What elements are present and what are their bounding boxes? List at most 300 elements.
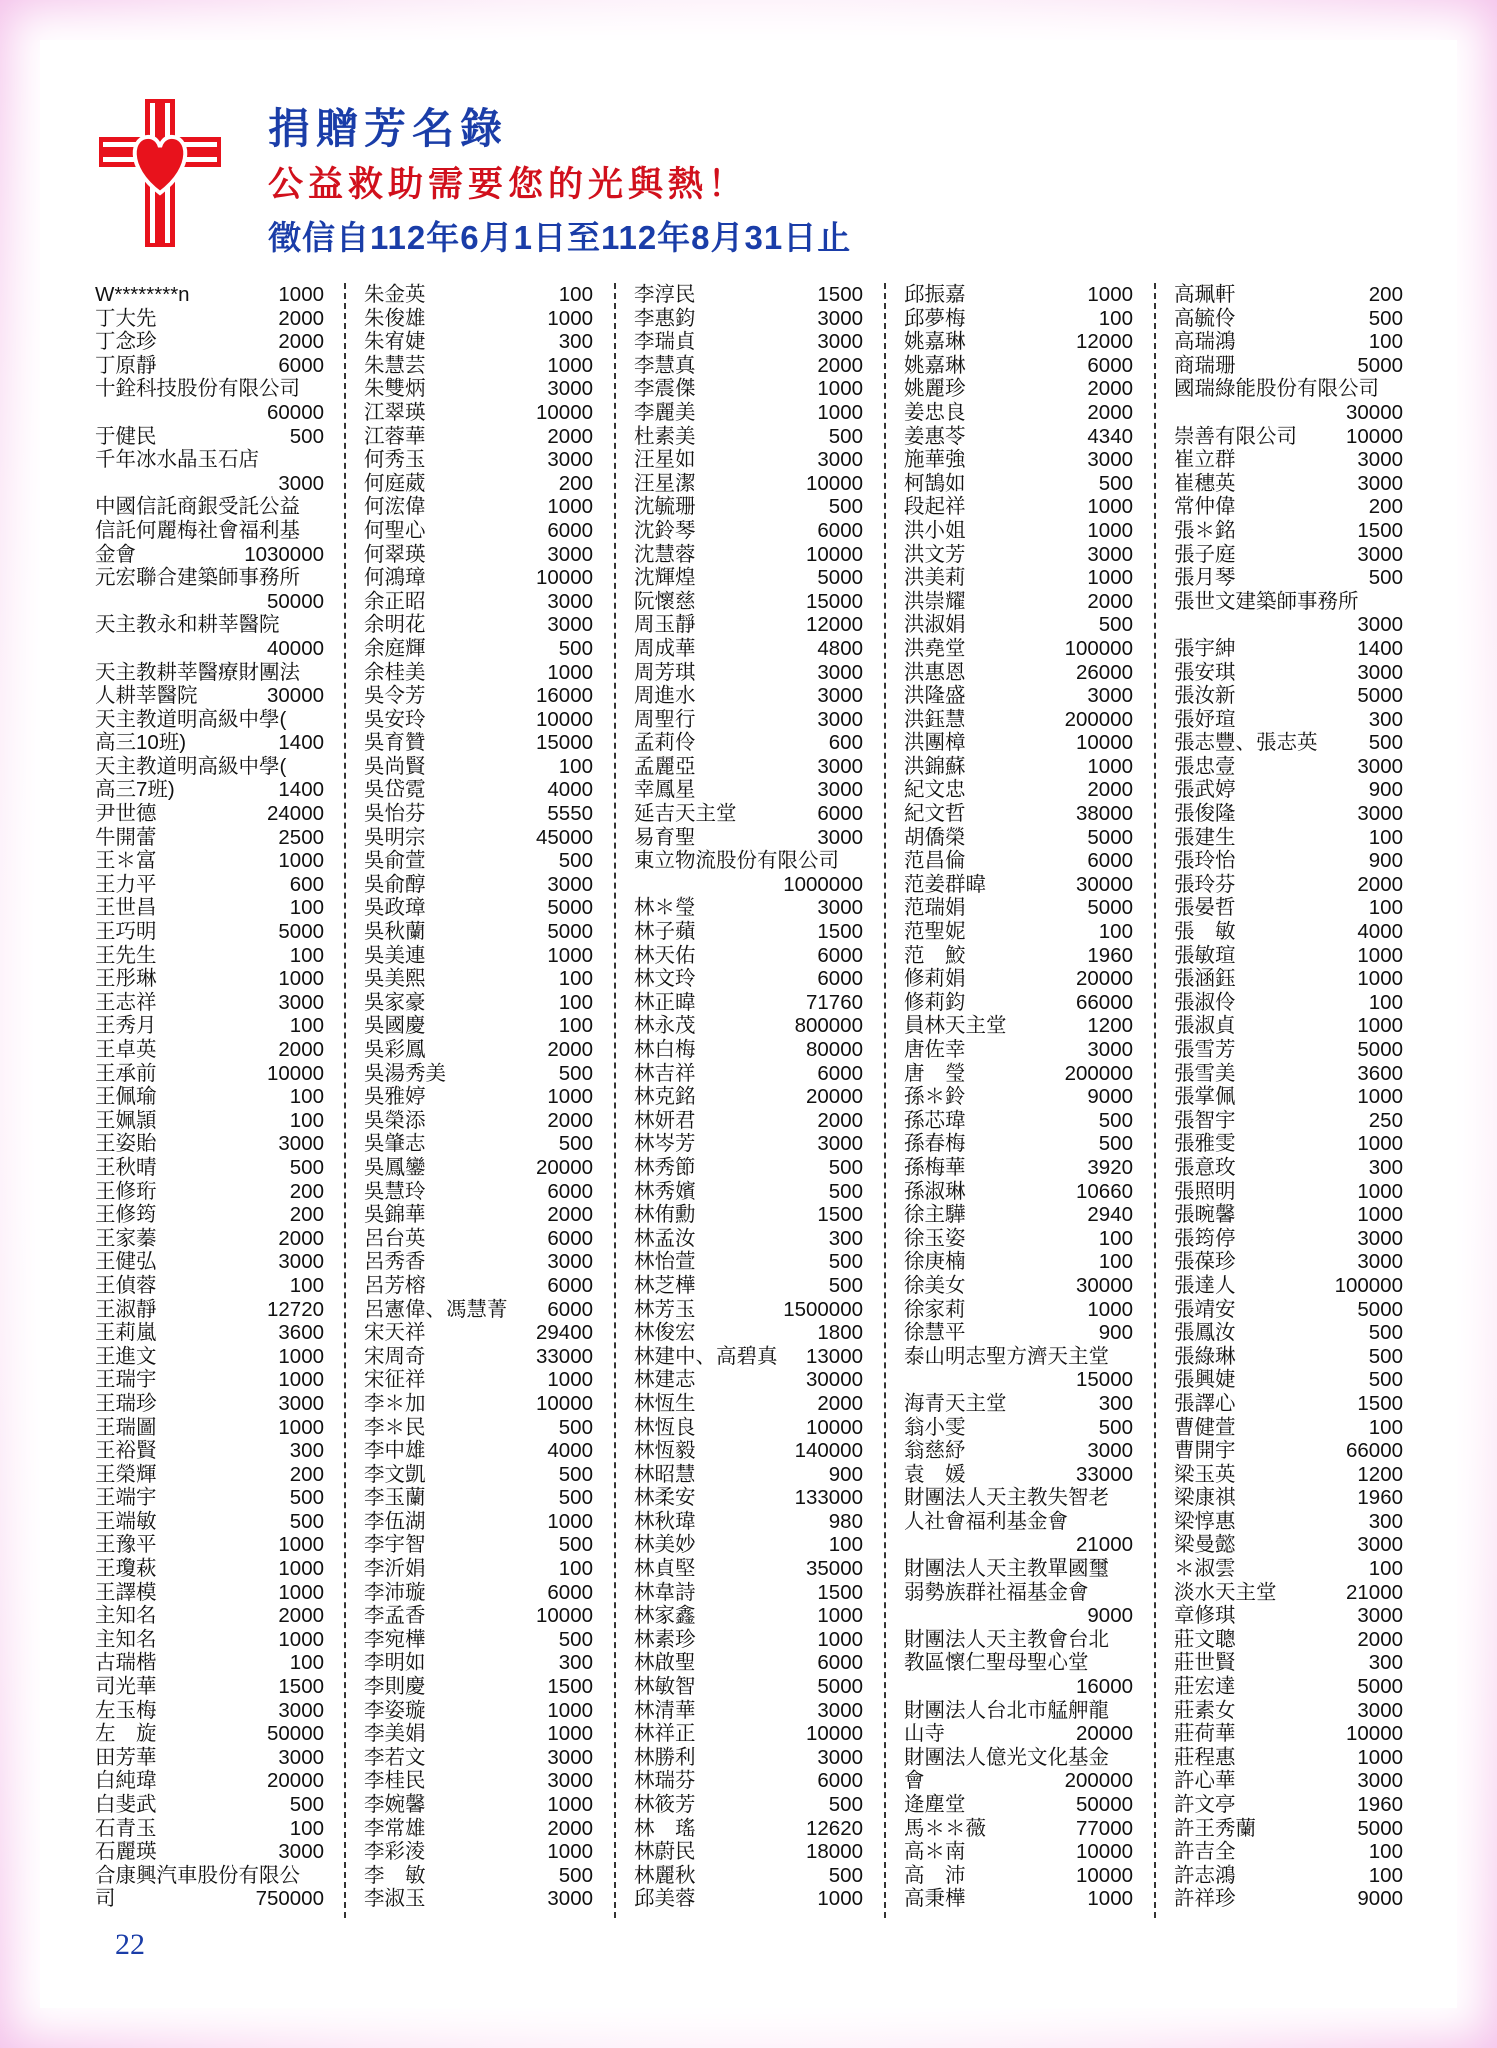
donation-amount: 1000 — [278, 1415, 324, 1439]
donation-amount: 2000 — [1087, 377, 1133, 401]
donation-amount: 1000 — [1357, 1179, 1403, 1203]
donor-row — [95, 1109, 324, 1133]
donation-amount: 3000 — [278, 990, 324, 1014]
donor-row — [364, 1014, 593, 1038]
donor-row — [95, 778, 324, 802]
donor-row — [95, 1769, 324, 1793]
donor-name: 王彤琳 — [95, 967, 157, 991]
donor-name: 吳俞醇 — [364, 872, 426, 896]
donation-amount: 2500 — [278, 825, 324, 849]
donor-name: 林柔安 — [634, 1486, 696, 1510]
donor-name: 金會 — [95, 542, 136, 566]
donor-row — [95, 1345, 324, 1369]
donor-name: 張志豐、張志英 — [1174, 731, 1318, 755]
donor-name: 林恆生 — [634, 1391, 696, 1415]
donor-row — [904, 330, 1133, 354]
donor-row — [634, 778, 863, 802]
donation-amount: 1400 — [278, 778, 324, 802]
donor-name: 李則慶 — [364, 1675, 426, 1699]
donor-name: 李美娟 — [364, 1722, 426, 1746]
donation-amount: 66000 — [1075, 990, 1133, 1014]
donation-amount: 10000 — [1345, 1722, 1403, 1746]
donation-amount: 1000 — [1357, 1014, 1403, 1038]
donor-name: 田芳華 — [95, 1745, 157, 1769]
donor-row — [1174, 1486, 1403, 1510]
donor-row — [364, 519, 593, 543]
donor-row — [634, 755, 863, 779]
donor-row — [364, 377, 593, 401]
donor-row — [1174, 1250, 1403, 1274]
donation-amount: 1400 — [278, 731, 324, 755]
donor-row — [634, 731, 863, 755]
donor-name: 王修珩 — [95, 1179, 157, 1203]
donor-name: 張＊銘 — [1174, 518, 1236, 542]
donor-name: 范瑞娟 — [904, 896, 966, 920]
donor-row — [95, 425, 324, 449]
donor-name: 許王秀蘭 — [1174, 1816, 1256, 1840]
donation-amount: 3000 — [1087, 1038, 1133, 1061]
donor-name: 姜忠良 — [904, 400, 966, 424]
donation-amount: 3000 — [1357, 1604, 1403, 1628]
donation-amount: 3000 — [1357, 754, 1403, 778]
donor-name: 林瑞芬 — [634, 1769, 696, 1793]
donation-amount: 3000 — [1357, 542, 1403, 566]
donor-name: 林妍君 — [634, 1108, 696, 1132]
donor-row — [634, 637, 863, 661]
donor-name: 林永茂 — [634, 1014, 696, 1038]
donation-amount: 24000 — [266, 802, 324, 826]
donation-amount: 3000 — [817, 1132, 863, 1156]
donation-amount: 100 — [1368, 896, 1403, 920]
donation-amount: 10000 — [805, 471, 863, 495]
donor-name: 林美妙 — [634, 1533, 696, 1557]
donor-row — [1174, 1581, 1403, 1605]
donation-amount: 500 — [1098, 1415, 1133, 1439]
donor-name: 杜素美 — [634, 424, 696, 448]
donation-amount: 1960 — [1087, 943, 1133, 967]
donor-row — [634, 849, 863, 873]
donor-name: 林 瑤 — [634, 1816, 696, 1840]
donor-name: 吳怡芬 — [364, 802, 426, 826]
donor-row — [1174, 1085, 1403, 1109]
donor-name: 丁大先 — [95, 306, 157, 330]
donor-row — [904, 967, 1133, 991]
donor-name: 呂秀香 — [364, 1250, 426, 1274]
donation-amount: 1400 — [1357, 636, 1403, 660]
donor-row — [95, 708, 324, 732]
donor-name: 林建中、高碧真 — [634, 1344, 778, 1368]
donation-amount: 100 — [289, 1816, 324, 1840]
donor-row — [634, 1085, 863, 1109]
donor-row — [364, 1651, 593, 1675]
donor-row — [95, 1132, 324, 1156]
donor-row — [904, 873, 1133, 897]
donor-name: 于健民 — [95, 424, 157, 448]
donor-name: 許心華 — [1174, 1769, 1236, 1793]
donor-row — [634, 1557, 863, 1581]
donor-name: 張雪芳 — [1174, 1038, 1236, 1061]
donation-amount: 6000 — [817, 802, 863, 826]
donation-amount: 5000 — [1357, 353, 1403, 377]
cross-heart-icon — [95, 95, 225, 250]
donation-amount: 12000 — [805, 613, 863, 637]
donor-name: 王瓊萩 — [95, 1557, 157, 1581]
donor-name: 沈輝煌 — [634, 566, 696, 590]
donor-name: 林勝利 — [634, 1745, 696, 1769]
donation-amount: 1000 — [1087, 566, 1133, 590]
donor-name: 孫＊鈴 — [904, 1085, 966, 1109]
donor-row — [95, 519, 324, 543]
donation-amount: 6000 — [817, 1651, 863, 1675]
donation-amount: 3000 — [1357, 1769, 1403, 1793]
donor-row — [634, 1132, 863, 1156]
donor-name: 王進文 — [95, 1344, 157, 1368]
donor-name: 余正昭 — [364, 589, 426, 613]
donation-amount: 100 — [289, 1085, 324, 1109]
donor-name: 修莉鈞 — [904, 990, 966, 1014]
donation-amount: 3000 — [1357, 1533, 1403, 1557]
donor-name: 張敏瑄 — [1174, 943, 1236, 967]
donor-name: 天主教永和耕莘醫院 — [95, 613, 280, 637]
donor-row — [634, 1746, 863, 1770]
donation-amount: 980 — [828, 1509, 863, 1533]
donation-amount: 3000 — [1357, 1226, 1403, 1250]
donation-amount: 1000 — [547, 1368, 593, 1392]
donor-name: 李沂娟 — [364, 1557, 426, 1581]
donation-amount: 5000 — [1357, 1675, 1403, 1699]
donation-amount: 3920 — [1087, 1155, 1133, 1179]
donation-amount: 3000 — [817, 825, 863, 849]
donation-amount: 200 — [558, 471, 593, 495]
donor-name: 何庭葳 — [364, 471, 426, 495]
donation-amount: 3000 — [817, 684, 863, 708]
donor-name: ＊淑雲 — [1174, 1557, 1236, 1581]
donor-name: 王世昌 — [95, 896, 157, 920]
donation-amount: 3000 — [278, 1391, 324, 1415]
donor-row — [904, 401, 1133, 425]
donor-name: 林韋詩 — [634, 1580, 696, 1604]
donor-name: 泰山明志聖方濟天主堂 — [904, 1344, 1109, 1368]
donor-name: 李宛樺 — [364, 1627, 426, 1651]
donation-amount: 100 — [289, 1273, 324, 1297]
donor-row — [1174, 661, 1403, 685]
donor-name: 林文玲 — [634, 967, 696, 991]
donor-name: 許吉全 — [1174, 1840, 1236, 1864]
donor-name: 王先生 — [95, 943, 157, 967]
donation-amount: 500 — [1368, 1344, 1403, 1368]
donor-name: 吳尚賢 — [364, 754, 426, 778]
donor-row — [1174, 1109, 1403, 1133]
donor-name: 李淑玉 — [364, 1887, 426, 1911]
donation-amount: 30000 — [1075, 1273, 1133, 1297]
donor-row — [634, 1014, 863, 1038]
donor-row — [634, 543, 863, 567]
donor-row — [634, 1533, 863, 1557]
donation-amount: 100 — [1368, 1863, 1403, 1887]
donor-name: 高三7班) — [95, 778, 175, 802]
donor-name: 吳令芳 — [364, 684, 426, 708]
donor-row — [634, 566, 863, 590]
donation-amount: 2000 — [1087, 778, 1133, 802]
donor-row — [95, 472, 324, 496]
donation-amount: 100 — [1368, 330, 1403, 354]
donor-name: 張雅雯 — [1174, 1132, 1236, 1156]
donor-row — [634, 1486, 863, 1510]
donation-amount: 1000 — [1087, 283, 1133, 306]
donation-amount: 1000 — [817, 1627, 863, 1651]
donor-row — [364, 330, 593, 354]
donation-amount: 3000 — [1357, 1698, 1403, 1722]
donor-row — [1174, 307, 1403, 331]
donor-row — [1174, 1038, 1403, 1062]
donor-name: 合康興汽車股份有限公 — [95, 1863, 300, 1887]
donor-name: 海青天主堂 — [904, 1391, 1007, 1415]
donation-amount: 10000 — [535, 566, 593, 590]
donor-name: 邱夢梅 — [904, 306, 966, 330]
donor-name: 主知名 — [95, 1627, 157, 1651]
donation-amount: 300 — [1098, 1391, 1133, 1415]
donor-name: 朱俊雄 — [364, 306, 426, 330]
donation-amount: 6000 — [547, 1226, 593, 1250]
donor-name: 江蓉華 — [364, 424, 426, 448]
donor-row — [634, 1416, 863, 1440]
donor-row — [95, 495, 324, 519]
donor-name: 李孟香 — [364, 1604, 426, 1628]
donor-name: 徐庚楠 — [904, 1250, 966, 1274]
donor-row — [95, 1180, 324, 1204]
donation-amount: 3000 — [547, 613, 593, 637]
donor-name: 莊素女 — [1174, 1698, 1236, 1722]
donor-name: 曹健萱 — [1174, 1415, 1236, 1439]
donation-amount: 3000 — [817, 448, 863, 472]
donor-row — [364, 1439, 593, 1463]
donation-amount: 100 — [558, 754, 593, 778]
donor-name: 余桂美 — [364, 660, 426, 684]
donation-amount: 500 — [558, 1627, 593, 1651]
donor-name: 白斐武 — [95, 1793, 157, 1816]
donation-amount: 3000 — [1357, 802, 1403, 826]
donor-name: 張月琴 — [1174, 566, 1236, 590]
donor-row — [364, 1746, 593, 1770]
donor-row — [95, 1203, 324, 1227]
donor-name: 左 旋 — [95, 1722, 157, 1746]
donor-name: 朱宥婕 — [364, 330, 426, 354]
donor-name: 吳錦華 — [364, 1203, 426, 1227]
donor-row — [95, 1651, 324, 1675]
donor-name: 洪小姐 — [904, 518, 966, 542]
donation-amount: 500 — [1098, 613, 1133, 637]
donor-name: 徐慧平 — [904, 1321, 966, 1345]
donor-row — [1174, 708, 1403, 732]
donation-amount: 21000 — [1075, 1533, 1133, 1557]
donor-name: 孫芯瑋 — [904, 1108, 966, 1132]
donor-name: 唐 瑩 — [904, 1061, 966, 1085]
donor-row — [634, 1581, 863, 1605]
donor-name: 財團法人天主教單國璽 — [904, 1557, 1109, 1581]
donor-row — [634, 1887, 863, 1911]
donor-row — [634, 1604, 863, 1628]
donor-name: 王健弘 — [95, 1250, 157, 1274]
donation-amount: 30000 — [1075, 872, 1133, 896]
donation-amount: 20000 — [1075, 1722, 1133, 1746]
donation-amount: 140000 — [794, 1439, 863, 1463]
donor-row — [1174, 826, 1403, 850]
donor-name: 洪堯堂 — [904, 636, 966, 660]
donor-row — [95, 661, 324, 685]
donor-row — [1174, 590, 1403, 614]
donor-name: 林俊宏 — [634, 1321, 696, 1345]
donation-amount: 12720 — [266, 1297, 324, 1321]
donor-name: 李婉馨 — [364, 1793, 426, 1816]
donation-amount: 3000 — [817, 707, 863, 731]
donation-amount: 1000 — [278, 849, 324, 873]
donor-name: 吳榮添 — [364, 1108, 426, 1132]
donation-amount: 100 — [1098, 1250, 1133, 1274]
donor-row — [364, 1628, 593, 1652]
donor-name: 林天佑 — [634, 943, 696, 967]
donor-name: 張 敏 — [1174, 920, 1236, 944]
donor-name: 范 鮫 — [904, 943, 966, 967]
donor-row — [634, 1274, 863, 1298]
donor-name: 沈毓珊 — [634, 495, 696, 519]
donor-name: 張意玫 — [1174, 1155, 1236, 1179]
donor-name: 林正暐 — [634, 990, 696, 1014]
donor-name: 王端敏 — [95, 1509, 157, 1533]
donor-name: 徐家莉 — [904, 1297, 966, 1321]
donor-row — [1174, 684, 1403, 708]
donor-name: 吳雅婷 — [364, 1085, 426, 1109]
donor-row — [904, 1368, 1133, 1392]
donation-amount: 5000 — [1357, 1038, 1403, 1061]
donor-row — [1174, 1392, 1403, 1416]
donor-row — [364, 1038, 593, 1062]
donation-amount: 100000 — [1334, 1273, 1403, 1297]
donor-name: 高瑞鴻 — [1174, 330, 1236, 354]
donor-row — [634, 1675, 863, 1699]
donor-name: 王巧明 — [95, 920, 157, 944]
donor-name: 林素珍 — [634, 1627, 696, 1651]
donor-name: 林＊瑩 — [634, 896, 696, 920]
donor-row — [95, 1840, 324, 1864]
donor-name: 何鴻璋 — [364, 566, 426, 590]
donation-amount: 500 — [828, 1179, 863, 1203]
donor-row — [904, 1085, 1133, 1109]
donation-amount: 3600 — [1357, 1061, 1403, 1085]
donor-column — [364, 283, 593, 1918]
donor-row — [1174, 1817, 1403, 1841]
donor-name: 林祥正 — [634, 1722, 696, 1746]
donor-row — [634, 613, 863, 637]
donor-name: 張子庭 — [1174, 542, 1236, 566]
donor-name: 林秀節 — [634, 1155, 696, 1179]
donation-amount: 60000 — [266, 400, 324, 424]
donor-row — [634, 1203, 863, 1227]
donor-name: 吳美熙 — [364, 967, 426, 991]
donor-row — [1174, 566, 1403, 590]
donation-amount: 4340 — [1087, 424, 1133, 448]
donor-name: 高＊南 — [904, 1840, 966, 1864]
donation-amount: 3000 — [1357, 660, 1403, 684]
donation-amount: 3000 — [278, 471, 324, 495]
donor-row — [364, 637, 593, 661]
donor-name: 洪隆盛 — [904, 684, 966, 708]
donor-row — [634, 967, 863, 991]
donor-name: 洪文芳 — [904, 542, 966, 566]
donor-name: 王姵頴 — [95, 1108, 157, 1132]
donor-row — [634, 1864, 863, 1888]
donor-name: 王佩瑜 — [95, 1085, 157, 1109]
donor-row — [95, 896, 324, 920]
donor-row — [95, 1274, 324, 1298]
donor-row — [634, 826, 863, 850]
donor-name: 張建生 — [1174, 825, 1236, 849]
donation-amount: 600 — [828, 731, 863, 755]
donor-name: 林岑芳 — [634, 1132, 696, 1156]
donor-row — [95, 1038, 324, 1062]
donor-row — [1174, 1604, 1403, 1628]
donor-name: 林侑勳 — [634, 1203, 696, 1227]
donor-row — [1174, 755, 1403, 779]
donor-name: 朱慧芸 — [364, 353, 426, 377]
donation-amount: 1000 — [1357, 1132, 1403, 1156]
donor-row — [95, 1368, 324, 1392]
donation-amount: 35000 — [805, 1557, 863, 1581]
donation-amount: 500 — [828, 1250, 863, 1274]
donor-row — [95, 613, 324, 637]
donor-row — [364, 778, 593, 802]
donor-row — [634, 1840, 863, 1864]
donor-row — [634, 1699, 863, 1723]
donation-amount: 500 — [558, 1533, 593, 1557]
donor-row — [634, 1628, 863, 1652]
donation-amount: 500 — [828, 495, 863, 519]
donor-name: 張晏哲 — [1174, 896, 1236, 920]
donor-row — [634, 354, 863, 378]
donation-amount: 100 — [558, 1557, 593, 1581]
donor-row — [95, 731, 324, 755]
donor-name: 李彩淩 — [364, 1840, 426, 1864]
donor-name: 邱美蓉 — [634, 1887, 696, 1911]
donor-name: 莊荷華 — [1174, 1722, 1236, 1746]
donor-name: 王秋晴 — [95, 1155, 157, 1179]
donor-name: 張淑伶 — [1174, 990, 1236, 1014]
donation-amount: 66000 — [1345, 1439, 1403, 1463]
donation-amount: 1000 — [1087, 1297, 1133, 1321]
donor-row — [904, 684, 1133, 708]
donor-name: 洪錦蘇 — [904, 754, 966, 778]
donation-amount: 1500 — [1357, 518, 1403, 542]
donor-row — [364, 1203, 593, 1227]
donation-amount: 500 — [1368, 1368, 1403, 1392]
donation-amount: 500 — [558, 1061, 593, 1085]
donation-amount: 9000 — [1357, 1887, 1403, 1911]
donation-amount: 900 — [1368, 849, 1403, 873]
donation-amount: 2000 — [278, 330, 324, 354]
donor-row — [364, 684, 593, 708]
donor-name: 吳彩鳳 — [364, 1038, 426, 1061]
donor-name: 周聖行 — [634, 707, 696, 731]
donation-amount: 2940 — [1087, 1203, 1133, 1227]
donor-name: 張雪美 — [1174, 1061, 1236, 1085]
donor-row — [634, 944, 863, 968]
donor-row — [1174, 1887, 1403, 1911]
donor-name: 張靖安 — [1174, 1297, 1236, 1321]
donor-name: 元宏聯合建築師事務所 — [95, 566, 300, 590]
donor-name: 張達人 — [1174, 1273, 1236, 1297]
donation-amount: 10000 — [805, 1415, 863, 1439]
donation-amount: 40000 — [266, 636, 324, 660]
donor-row — [1174, 1368, 1403, 1392]
